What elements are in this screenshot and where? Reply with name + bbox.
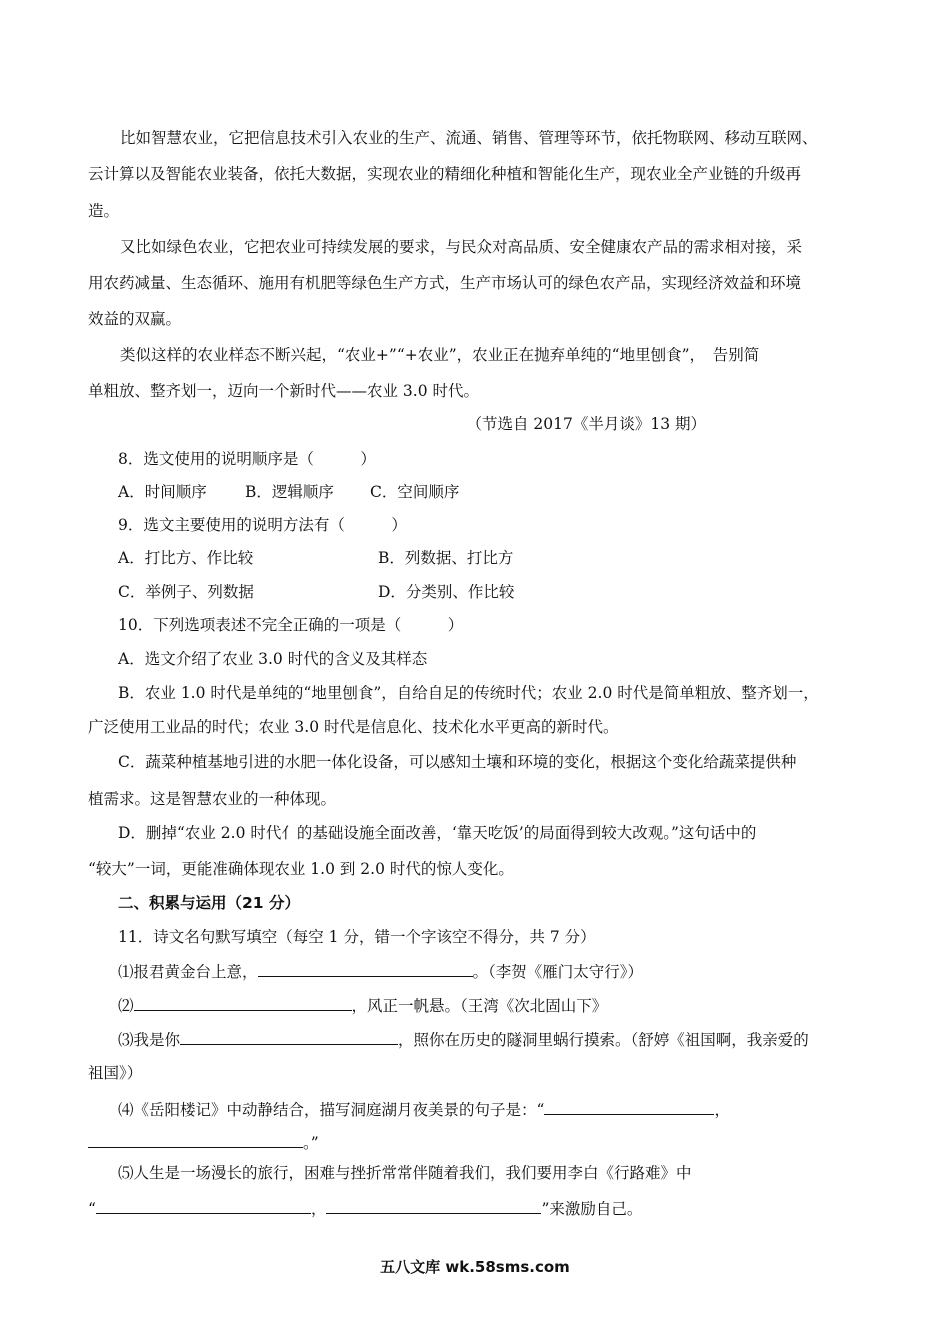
answer-blank[interactable] xyxy=(544,1098,714,1115)
option-b: B．列数据、打比方 xyxy=(378,549,514,567)
answer-blank[interactable] xyxy=(88,1131,303,1148)
fill-blank-3 xyxy=(118,1028,878,1050)
fill-blank-1 xyxy=(118,960,878,982)
blank-5-open-quote: “ xyxy=(88,1200,96,1218)
passage-line: 又比如绿色农业，它把农业可持续发展的要求，与民众对高品质、安全健康农产品的需求相对接，采 xyxy=(120,238,803,256)
answer-blank[interactable] xyxy=(96,1197,311,1214)
fill-blank-4 xyxy=(118,1098,878,1120)
question-10-option-b-cont: 广泛使用工业品的时代；农业 3.0 时代是信息化、技术化水平更高的新时代。 xyxy=(88,718,619,736)
passage-line: 比如智慧农业，它把信息技术引入农业的生产、流通、销售、管理等环节，依托物联网、移动互联网、 xyxy=(120,129,818,147)
fill-blank-5: ⑸人生是一场漫长的旅行，困难与挫折常常伴随着我们，我们要用李白《行路难》中 xyxy=(118,1164,692,1182)
blank-3-suffix: ，照你在历史的隧洞里蜗行摸索。（舒婷《祖国啊，我亲爱的 xyxy=(398,1031,809,1049)
option-d: D．分类别、作比较 xyxy=(378,583,515,601)
fill-blank-2 xyxy=(118,994,878,1016)
question-10-option-c-cont: 植需求。这是智慧农业的一种体现。 xyxy=(88,790,337,808)
blank-1-prefix: ⑴报君黄金台上意， xyxy=(118,963,258,981)
question-10-option-a: A．选文介绍了农业 3.0 时代的含义及其样态 xyxy=(118,650,428,668)
question-9-options-row2 xyxy=(118,582,878,602)
question-8-options xyxy=(118,482,878,502)
question-11: 11．诗文名句默写填空（每空 1 分，错一个字该空不得分，共 7 分） xyxy=(118,928,596,946)
fill-blank-4-cont xyxy=(88,1131,848,1153)
blank-2-prefix: ⑵ xyxy=(118,997,134,1015)
blank-4-comma: ， xyxy=(714,1101,730,1119)
fill-blank-3-cont: 祖国》） xyxy=(88,1064,143,1082)
passage-line: 类似这样的农业样态不断兴起，“农业+”“+农业”，农业正在抛弃单纯的“地里刨食”， 告别简 xyxy=(120,346,760,364)
question-9: 9．选文主要使用的说明方法有（ ） xyxy=(118,516,407,534)
blank-5-comma: ， xyxy=(310,1200,327,1218)
passage-line: 云计算以及智能农业装备，依托大数据，实现农业的精细化种植和智能化生产，现农业全产业链的升级再 xyxy=(88,165,802,183)
blank-4-suffix: 。” xyxy=(303,1134,319,1152)
answer-blank[interactable] xyxy=(326,1197,541,1214)
question-10-option-c: C．蔬菜种植基地引进的水肥一体化设备，可以感知土壤和环境的变化，根据这个变化给蔬菜提供种 xyxy=(118,753,797,771)
passage-line: 效益的双赢。 xyxy=(88,310,182,328)
passage-line: 造。 xyxy=(88,202,120,220)
answer-blank[interactable] xyxy=(180,1028,398,1045)
fill-blank-5-cont xyxy=(88,1197,848,1219)
footer-watermark: 五八文库 wk.58sms.com xyxy=(380,1258,570,1276)
answer-blank[interactable] xyxy=(258,960,473,977)
question-8: 8．选文使用的说明顺序是（ ） xyxy=(118,450,376,468)
passage-line: 用农药减量、生态循环、施用有机肥等绿色生产方式，生产市场认可的绿色农产品，实现经济效益和环境 xyxy=(88,274,802,292)
passage-line: 单粗放、整齐划一，迈向一个新时代——农业 3.0 时代。 xyxy=(88,382,480,400)
question-9-options-row1 xyxy=(118,548,878,568)
blank-2-suffix: ，风正一帆悬。（王湾《次北固山下》 xyxy=(351,997,608,1015)
blank-5-suffix: ”来激励自己。 xyxy=(541,1200,643,1218)
question-10-option-d: D．删掉“农业 2.0 时代亻的基础设施全面改善，‘靠天吃饭’的局面得到较大改观。”这句话中的 xyxy=(118,824,757,842)
question-10-option-b: B．农业 1.0 时代是单纯的“地里刨食”，自给自足的传统时代；农业 2.0 时代是简单粗放、整齐划一， xyxy=(118,684,819,702)
option-a: A．时间顺序 xyxy=(118,483,207,501)
option-c: C．空间顺序 xyxy=(370,483,460,501)
option-c: C．举例子、列数据 xyxy=(118,583,254,601)
section-heading: 二、积累与运用（21 分） xyxy=(118,894,300,912)
option-b: B．逻辑顺序 xyxy=(245,483,334,501)
question-10: 10．下列选项表述不完全正确的一项是（ ） xyxy=(118,616,464,634)
passage-source: （节选自 2017《半月谈》13 期） xyxy=(466,415,706,433)
blank-1-suffix: 。（李贺《雁门太守行》） xyxy=(472,963,644,981)
answer-blank[interactable] xyxy=(134,994,352,1011)
blank-4-prefix: ⑷《岳阳楼记》中动静结合，描写洞庭湖月夜美景的句子是：“ xyxy=(118,1101,545,1119)
question-10-option-d-cont: “较大”一词，更能准确体现农业 1.0 到 2.0 时代的惊人变化。 xyxy=(88,860,514,878)
blank-3-prefix: ⑶我是你 xyxy=(118,1031,181,1049)
option-a: A．打比方、作比较 xyxy=(118,549,254,567)
